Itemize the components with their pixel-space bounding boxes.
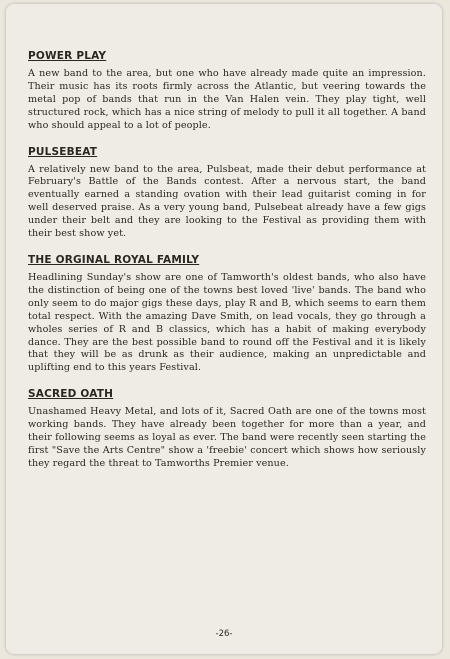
section-text: Headlining Sunday's show are one of Tamworth's oldest bands, who also have the distinction of being one of the towns best loved 'live' bands. The band who only seem to do major gigs these days, play R and B, which seems to earn them total respect. With the amazing Dave Smith, on lead vocals, they go through a wholes series of R and B classics, which has a habit of making everybody dance. They are the best possible band to round off the Festival and it is likely that they will be as drunk as their audience, making an unpredictable and uplifting end to this years Festival. (28, 271, 426, 374)
section-heading: POWER PLAY (28, 50, 107, 62)
section-heading: PULSEBEAT (28, 145, 98, 158)
page-content (28, 50, 426, 484)
section-sacred-oath (28, 388, 426, 471)
booklet-page (6, 4, 442, 654)
section-text: A new band to the area, but one who have already made quite an impression. Their music has its roots firmly across the Atlantic, but veering towards the metal pop of bands that run in the Van Halen vein. They play tight, well structured rock, which has a nice string of melody to pull it all together. A band who should appeal to a lot of people. (28, 68, 426, 131)
section-text: A relatively new band to the area, Pulsbeat, made their debut performance at February's Battle of the Bands contest. After a nervous start, the band eventually earned a standing ovation with their lead guitarist coming in for well deserved praise. As a very young band, Pulsebeat already have a few gigs under their belt and they are looking to the Festival as providing them with their best show yet. (28, 163, 426, 240)
page-number: -26- (215, 629, 233, 639)
section-power-play (28, 50, 426, 133)
section-text: Unashamed Heavy Metal, and lots of it, Sacred Oath are one of the towns most working bands. They have already been together for more than a year, and their following seems as loyal as ever. The band were recently seen starting the first "Save the Arts Centre" show a 'freebie' concert which shows how seriously they regard the threat to Tamworths Premier venue. (28, 406, 426, 469)
section-pulsebeat (28, 146, 426, 241)
section-heading: THE ORGINAL ROYAL FAMILY (28, 253, 200, 266)
section-original-royal-family (28, 254, 426, 375)
section-heading: SACRED OATH (28, 388, 114, 401)
